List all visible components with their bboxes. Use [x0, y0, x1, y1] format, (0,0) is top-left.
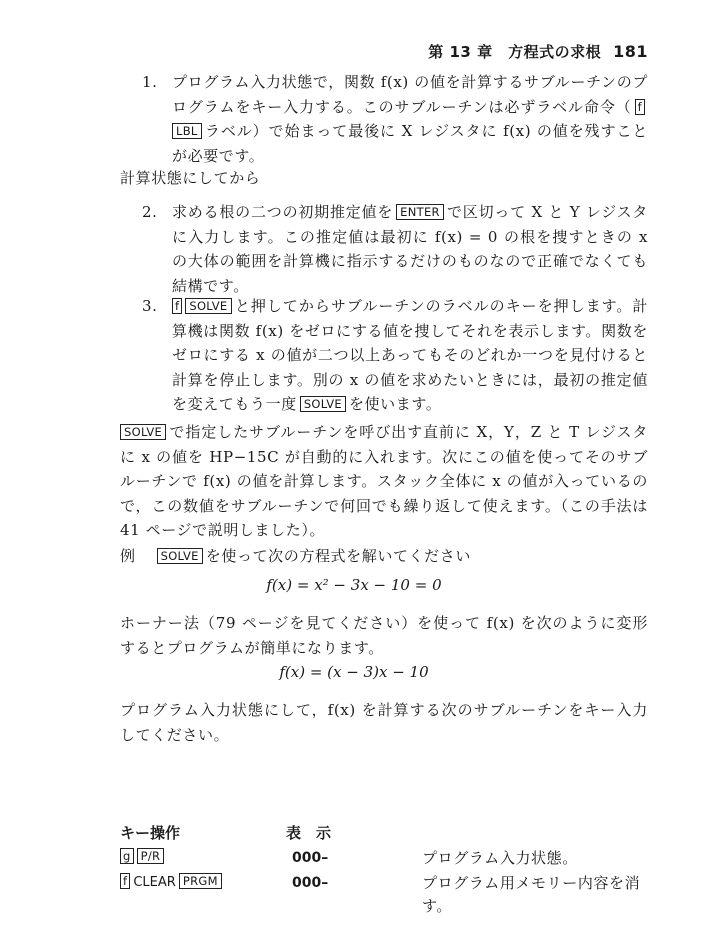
example-label: 例 — [120, 547, 136, 565]
table-row — [120, 873, 225, 890]
step-number: 2. — [142, 203, 158, 221]
prgm-key: PRGM — [179, 873, 222, 889]
example-line — [120, 544, 648, 569]
step-text: と押してからサブルーチンのラベルのキーを押します。計算機は関数 f(x) をゼロにする値を捜してそれを表示します。関数をゼロにする x の値が二つ以上あってもそのどれか一つを見付けると計算を停止します。別の x の値を求めたいときには，最初の推定値を変えてもう一度 — [172, 297, 648, 413]
step-list-3 — [120, 294, 648, 417]
row-description: プログラム用メモリー内容を消す。 — [422, 874, 641, 915]
column-header-keys: キー操作 — [120, 824, 181, 842]
solve-key: SOLVE — [300, 396, 346, 412]
example-text: を使って次の方程式を解いてください — [205, 547, 471, 565]
display-value: 000– — [292, 875, 329, 891]
step-text: プログラム入力状態で，関数 f(x) の値を計算するサブルーチンのプログラムをキー入力する。このサブルーチンは必ずラベル命令（ — [172, 73, 648, 116]
enter-key: ENTER — [396, 204, 444, 220]
display-value: 000– — [292, 850, 329, 866]
page-header — [428, 41, 648, 62]
step-1 — [120, 70, 648, 168]
page-number: 181 — [613, 42, 648, 61]
paragraph-text: で指定したサブルーチンを呼び出す直前に X，Y，Z と T レジスタに x の値を HP−15C が自動的に入れます。次にこの値を使ってそのサブルーチンで f(x) の値を計算します。スタック全体に x の値が入っているので，この数値をサブルーチンで何回でも繰り返して使えます。（この手法は 41 ページで説明しました）。 — [120, 423, 648, 539]
column-header-display: 表 示 — [286, 824, 332, 842]
step-3 — [120, 294, 648, 417]
table-row — [120, 848, 167, 865]
pr-key: P/R — [137, 848, 165, 864]
chapter-title: 第 13 章 方程式の求根 — [428, 43, 602, 61]
program-paragraph: プログラム入力状態にして，f(x) を計算する次のサブルーチンをキー入力してください。 — [120, 701, 648, 744]
equation-1: f(x) = x² − 3x − 10 = 0 — [266, 576, 442, 594]
step-text: 求める根の二つの初期推定値を — [172, 203, 394, 221]
step-number: 1. — [142, 73, 158, 91]
clear-label: CLEAR — [133, 875, 176, 890]
step-text: を使います。 — [348, 395, 442, 413]
step-2 — [120, 200, 648, 298]
step-text: で区切って X と Y レジスタに入力します。この推定値は最初に f(x) = 0 の根を捜すときの x の大体の範囲を計算機に指示するだけのものなので正確でなくても結構です。 — [172, 203, 648, 295]
lbl-key: LBL — [172, 123, 202, 139]
equation-2: f(x) = (x − 3)x − 10 — [279, 663, 429, 681]
solve-key: SOLVE — [120, 424, 166, 440]
horner-paragraph: ホーナー法（79 ページを見てください）を使って f(x) を次のように変形するとプログラムが簡単になります。 — [120, 614, 648, 657]
step-text: ラベル）で始まって最後に X レジスタに f(x) の値を残すことが必要です。 — [172, 122, 648, 165]
solve-key: SOLVE — [157, 548, 203, 564]
solve-key: SOLVE — [185, 298, 231, 314]
row-description: プログラム入力状態。 — [422, 849, 578, 867]
step-number: 3. — [142, 297, 158, 315]
f-key: f — [172, 298, 182, 314]
f-key: f — [635, 99, 645, 115]
step-list-2 — [120, 200, 648, 298]
step-list — [120, 70, 648, 168]
g-key: g — [120, 848, 134, 864]
calc-state-line: 計算状態にしてから — [120, 169, 261, 187]
solve-paragraph — [120, 420, 648, 543]
f-key: f — [120, 873, 130, 889]
